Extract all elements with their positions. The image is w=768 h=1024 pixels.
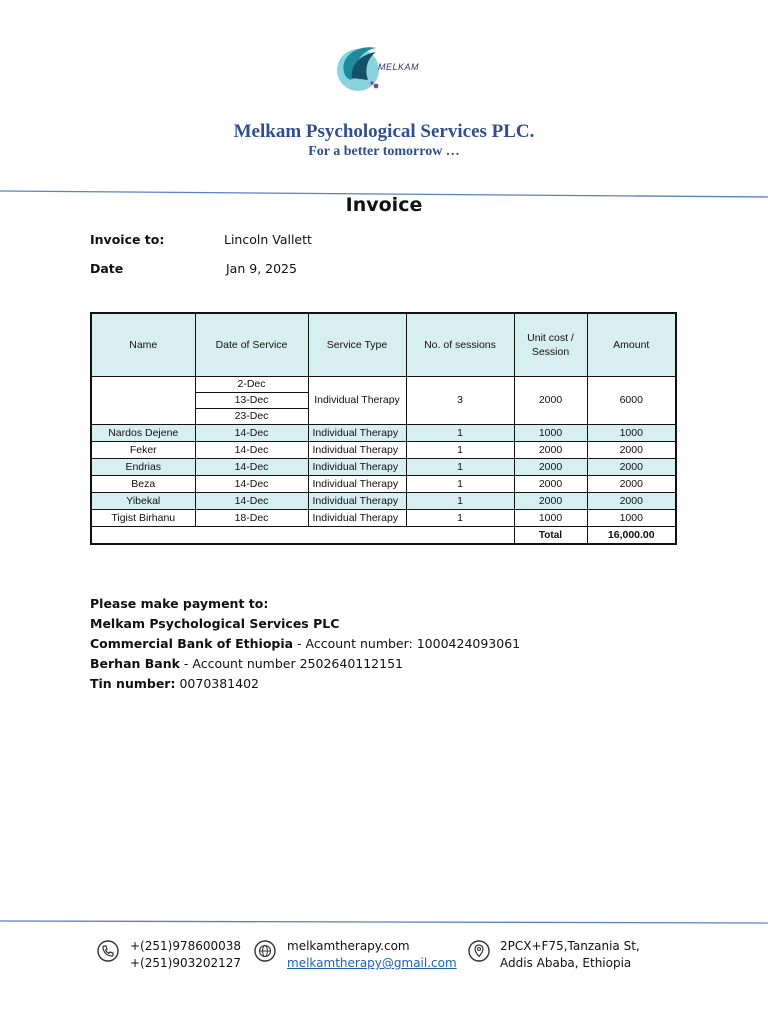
row-type: Individual Therapy [308,476,406,493]
group-date-2: 13-Dec [196,393,308,409]
header-sessions: No. of sessions [406,313,514,377]
row-amount: 2000 [587,476,676,493]
invoice-title: Invoice [345,194,423,216]
bank2-detail: - Account number 2502640112151 [179,656,403,671]
group-dates-cell [195,377,308,425]
row-date: 18-Dec [195,510,308,527]
group-sessions-cell: 3 [406,377,514,425]
header-name: Name [91,313,195,377]
group-unit-cell: 2000 [514,377,587,425]
row-date: 14-Dec [195,493,308,510]
row-amount: 2000 [587,493,676,510]
group-amount-cell: 6000 [587,377,676,425]
total-value: 16,000.00 [587,527,676,545]
row-unit: 2000 [514,493,587,510]
group-name-cell [91,377,195,425]
row-date: 14-Dec [195,459,308,476]
row-type: Individual Therapy [308,493,406,510]
address-line-2: Addis Ababa, Ethiopia [500,956,632,970]
header-date: Date of Service [195,313,308,377]
row-name: Feker [91,442,195,459]
phone-icon [97,940,119,962]
phone-1: +(251)978600038 [130,939,242,953]
email-link[interactable]: melkamtherapy@gmail.com [287,956,457,970]
group-date-3: 23-Dec [234,410,269,422]
row-amount: 1000 [587,425,676,442]
row-unit: 1000 [514,510,587,527]
group-date-1: 2-Dec [196,377,308,393]
table-row [91,442,676,459]
row-sessions: 1 [406,459,514,476]
row-sessions: 1 [406,442,514,459]
address-line-1: 2PCX+F75,Tanzania St, [500,939,640,953]
invoice-to-value: Lincoln Vallett [224,232,312,247]
payment-info [90,594,520,694]
row-type: Individual Therapy [308,442,406,459]
header-unit-cost-line1: Unit cost / [527,332,574,344]
total-spacer [91,527,514,545]
footer-phones [130,938,241,972]
row-name: Yibekal [91,493,195,510]
logo-wordmark: MELKAM [378,62,420,72]
tin-value: 0070381402 [175,676,259,691]
table-row-group [91,377,676,425]
table-row [91,493,676,510]
row-sessions: 1 [406,476,514,493]
footer-address [500,938,640,972]
date-value: Jan 9, 2025 [226,261,297,276]
tin-label: Tin number: [90,676,176,691]
row-unit: 2000 [514,476,587,493]
row-amount: 2000 [587,442,676,459]
table-header-row [91,313,676,377]
company-logo [334,42,434,94]
row-date: 14-Dec [195,425,308,442]
table-row [91,425,676,442]
location-pin-icon [468,940,490,962]
row-name: Tigist Birhanu [91,510,195,527]
row-amount: 1000 [587,510,676,527]
bank1-detail: - Account number: 1000424093061 [293,636,521,651]
row-name: Beza [91,476,195,493]
row-date: 14-Dec [195,476,308,493]
bank1-name: Commercial Bank of Ethiopia [90,636,294,651]
group-type-cell: Individual Therapy [308,377,406,425]
row-name: Nardos Dejene [91,425,195,442]
table-row [91,476,676,493]
company-name: Melkam Psychological Services PLC. [233,121,535,142]
header-unit-cost-line2: Session [531,346,570,358]
table-row [91,510,676,527]
row-sessions: 1 [406,425,514,442]
date-label: Date [90,261,124,276]
row-sessions: 1 [406,510,514,527]
row-sessions: 1 [406,493,514,510]
invoice-to-label: Invoice to: [90,232,165,247]
row-type: Individual Therapy [308,425,406,442]
header-amount: Amount [587,313,676,377]
invoice-table [90,312,677,545]
footer-web [287,938,457,972]
globe-icon [254,940,276,962]
website-link[interactable]: melkamtherapy.com [287,939,410,953]
row-type: Individual Therapy [308,510,406,527]
bank2-name: Berhan Bank [90,656,180,671]
company-tagline: For a better tomorrow … [308,144,460,159]
row-name: Endrias [91,459,195,476]
header-service-type: Service Type [308,313,406,377]
table-row [91,459,676,476]
payment-company: Melkam Psychological Services PLC [90,616,340,631]
header-unit-cost [514,313,587,377]
phone-2: +(251)903202127 [130,956,242,970]
row-unit: 1000 [514,425,587,442]
total-label: Total [514,527,587,545]
row-type: Individual Therapy [308,459,406,476]
payment-heading: Please make payment to: [90,596,269,611]
row-amount: 2000 [587,459,676,476]
row-unit: 2000 [514,442,587,459]
total-row [91,527,676,545]
footer-divider [0,917,768,927]
row-date: 14-Dec [195,442,308,459]
row-unit: 2000 [514,459,587,476]
